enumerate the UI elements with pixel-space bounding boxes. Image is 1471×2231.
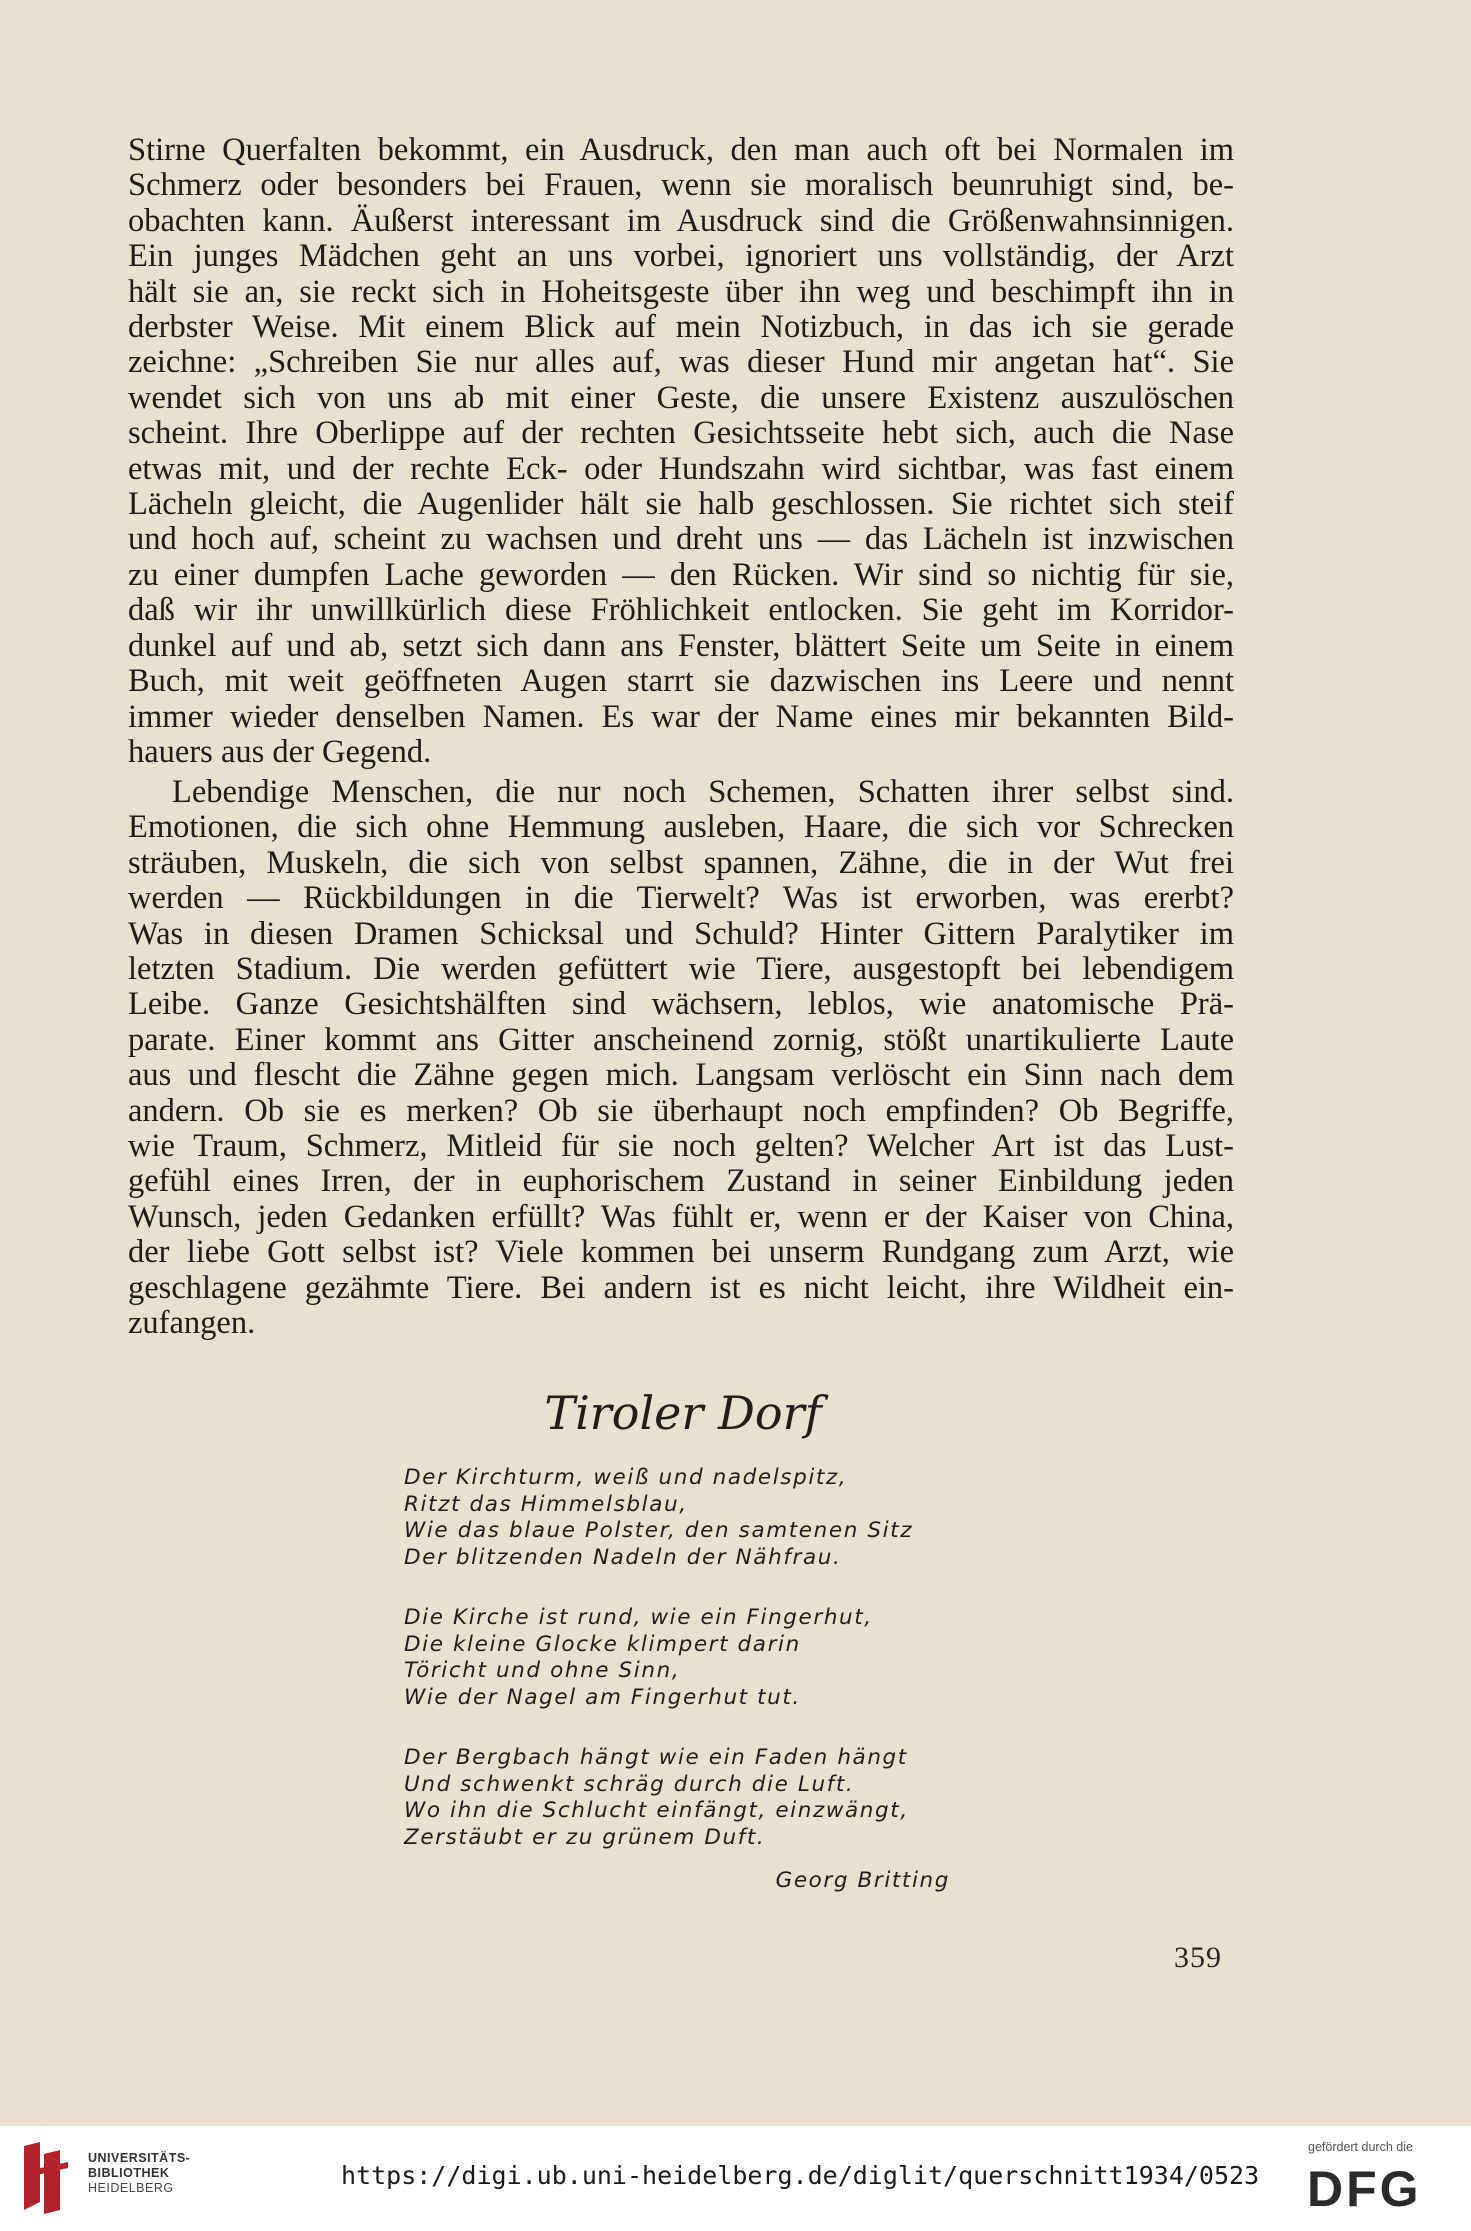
library-logo-icon — [18, 2140, 78, 2216]
poem-line: Töricht und ohne Sinn, — [404, 1658, 681, 1683]
text-line: hauers aus der Gegend. — [128, 733, 432, 770]
text-line: Was in diesen Dramen Schicksal und Schuld? Hinter Gittern Paralytiker im — [128, 915, 1234, 952]
poem-line: Der blitzenden Nadeln der Nähfrau. — [404, 1544, 842, 1570]
poem-line: Wie das blaue Polster, den samtenen Sitz — [404, 1518, 914, 1543]
text-line: Emotionen, die sich ohne Hemmung ausleben, Haare, die sich vor Schrecken — [128, 809, 1234, 846]
text-line: zu einer dumpfen Lache geworden — den Rücken. Wir sind so nichtig für sie, — [128, 556, 1234, 593]
text-line: Ein junges Mädchen geht an uns vorbei, ignoriert uns vollständig, der Arzt — [128, 238, 1234, 275]
poem-line: Wo ihn die Schlucht einfängt, einzwängt, — [404, 1798, 909, 1823]
text-line: Lächeln gleicht, die Augenlider hält sie halb geschlossen. Sie richtet sich steif — [128, 486, 1234, 523]
text-line: letzten Stadium. Die werden gefüttert wie Tiere, ausgestopft bei lebendigem — [128, 951, 1234, 988]
poem-stanza-2 — [404, 1605, 873, 1711]
poem-line: Die kleine Glocke klimpert darin — [404, 1631, 801, 1657]
text-line: Leibe. Ganze Gesichtshälften sind wächsern, leblos, wie anatomische Prä- — [128, 986, 1234, 1023]
text-line: wendet sich von uns ab mit einer Geste, die unsere Existenz auszulöschen — [128, 379, 1234, 416]
text-line: obachten kann. Äußerst interessant im Ausdruck sind die Größenwahnsinnigen. — [128, 202, 1234, 239]
poem-stanza-3 — [404, 1745, 909, 1851]
poem-line: Ritzt das Himmelsblau, — [404, 1491, 688, 1517]
paragraph-2 — [128, 775, 1234, 1342]
sponsor-caption: gefördert durch die — [1308, 2140, 1413, 2154]
poem-author: Georg Britting — [775, 1868, 950, 1893]
poem-line: Und schwenkt schräg durch die Luft. — [404, 1771, 855, 1797]
text-line: aus und flescht die Zähne gegen mich. Langsam verlöscht ein Sinn nach dem — [128, 1057, 1234, 1094]
text-line: derbster Weise. Mit einem Blick auf mein Notizbuch, in das ich sie gerade — [128, 309, 1234, 346]
footer-bar — [0, 2126, 1471, 2231]
poem-line: Zerstäubt er zu grünem Duft. — [404, 1824, 766, 1850]
text-line: gefühl eines Irren, der in euphorischem Zustand in seiner Einbildung jeden — [128, 1163, 1234, 1200]
text-line: Schmerz oder besonders bei Frauen, wenn sie moralisch beunruhigt sind, be- — [128, 167, 1234, 204]
text-line: zufangen. — [128, 1305, 256, 1342]
text-line: und hoch auf, scheint zu wachsen und dreht uns — das Lächeln ist inzwischen — [128, 521, 1234, 558]
poem-line: Der Kirchturm, weiß und nadelspitz, — [404, 1465, 848, 1490]
paragraph-1 — [128, 133, 1234, 770]
text-line: der liebe Gott selbst ist? Viele kommen bei unserm Rundgang zum Arzt, wie — [128, 1234, 1234, 1271]
text-line: werden — Rückbildungen in die Tierwelt? Was ist erworben, was ererbt? — [128, 880, 1234, 917]
text-line: parate. Einer kommt ans Gitter anscheinend zornig, stößt unartikulierte Laute — [128, 1021, 1234, 1058]
text-line: Wunsch, jeden Gedanken erfüllt? Was fühlt er, wenn er der Kaiser von China, — [128, 1198, 1234, 1235]
text-line: immer wieder denselben Namen. Es war der Name eines mir bekannten Bild- — [128, 698, 1234, 735]
poem-stanza-1 — [404, 1465, 913, 1571]
page-number: 359 — [1174, 1941, 1222, 1974]
text-line: scheint. Ihre Oberlippe auf der rechten Gesichtsseite hebt sich, auch die Nase — [128, 415, 1234, 452]
text-line: dunkel auf und ab, setzt sich dann ans Fenster, blättert Seite um Seite in einem — [128, 627, 1234, 664]
library-name-line: HEIDELBERG — [88, 2181, 174, 2195]
library-name-line: UNIVERSITÄTS- — [88, 2151, 191, 2165]
text-line: wie Traum, Schmerz, Mitleid für sie noch gelten? Welcher Art ist das Lust- — [128, 1128, 1234, 1165]
poem-line: Der Bergbach hängt wie ein Faden hängt — [404, 1745, 908, 1770]
text-line: etwas mit, und der rechte Eck- oder Hundszahn wird sichtbar, was fast einem — [128, 450, 1234, 487]
library-name — [88, 2151, 190, 2196]
poem-line: Wie der Nagel am Fingerhut tut. — [404, 1684, 801, 1710]
text-line: daß wir ihr unwillkürlich diese Fröhlichkeit entlocken. Sie geht im Korridor- — [128, 592, 1234, 629]
poem-line: Die Kirche ist rund, wie ein Fingerhut, — [404, 1605, 873, 1630]
text-line: geschlagene gezähmte Tiere. Bei andern ist es nicht leicht, ihre Wildheit ein- — [128, 1269, 1234, 1306]
text-line: Buch, mit weit geöffneten Augen starrt sie dazwischen ins Leere und nennt — [128, 663, 1234, 700]
permalink-url[interactable]: https://digi.ub.uni-heidelberg.de/diglit/querschnitt1934/0523 — [341, 2161, 1260, 2190]
text-line: Lebendige Menschen, die nur noch Schemen, Schatten ihrer selbst sind. — [172, 774, 1234, 810]
text-line: sträuben, Muskeln, die sich von selbst spannen, Zähne, die in der Wut frei — [128, 844, 1234, 881]
dfg-logo: DFG — [1307, 2161, 1422, 2217]
text-line: andern. Ob sie es merken? Ob sie überhaupt noch empfinden? Ob Begriffe, — [128, 1092, 1234, 1129]
text-line: zeichne: „Schreiben Sie nur alles auf, was dieser Hund mir angetan hat“. Sie — [128, 344, 1234, 381]
library-name-line: BIBLIOTHEK — [88, 2166, 170, 2180]
text-line: Stirne Querfalten bekommt, ein Ausdruck, den man auch oft bei Normalen im — [128, 132, 1234, 168]
poem-title: Tiroler Dorf — [544, 1386, 822, 1440]
text-line: hält sie an, sie reckt sich in Hoheitsgeste über ihn weg und beschimpft ihn in — [128, 273, 1234, 310]
